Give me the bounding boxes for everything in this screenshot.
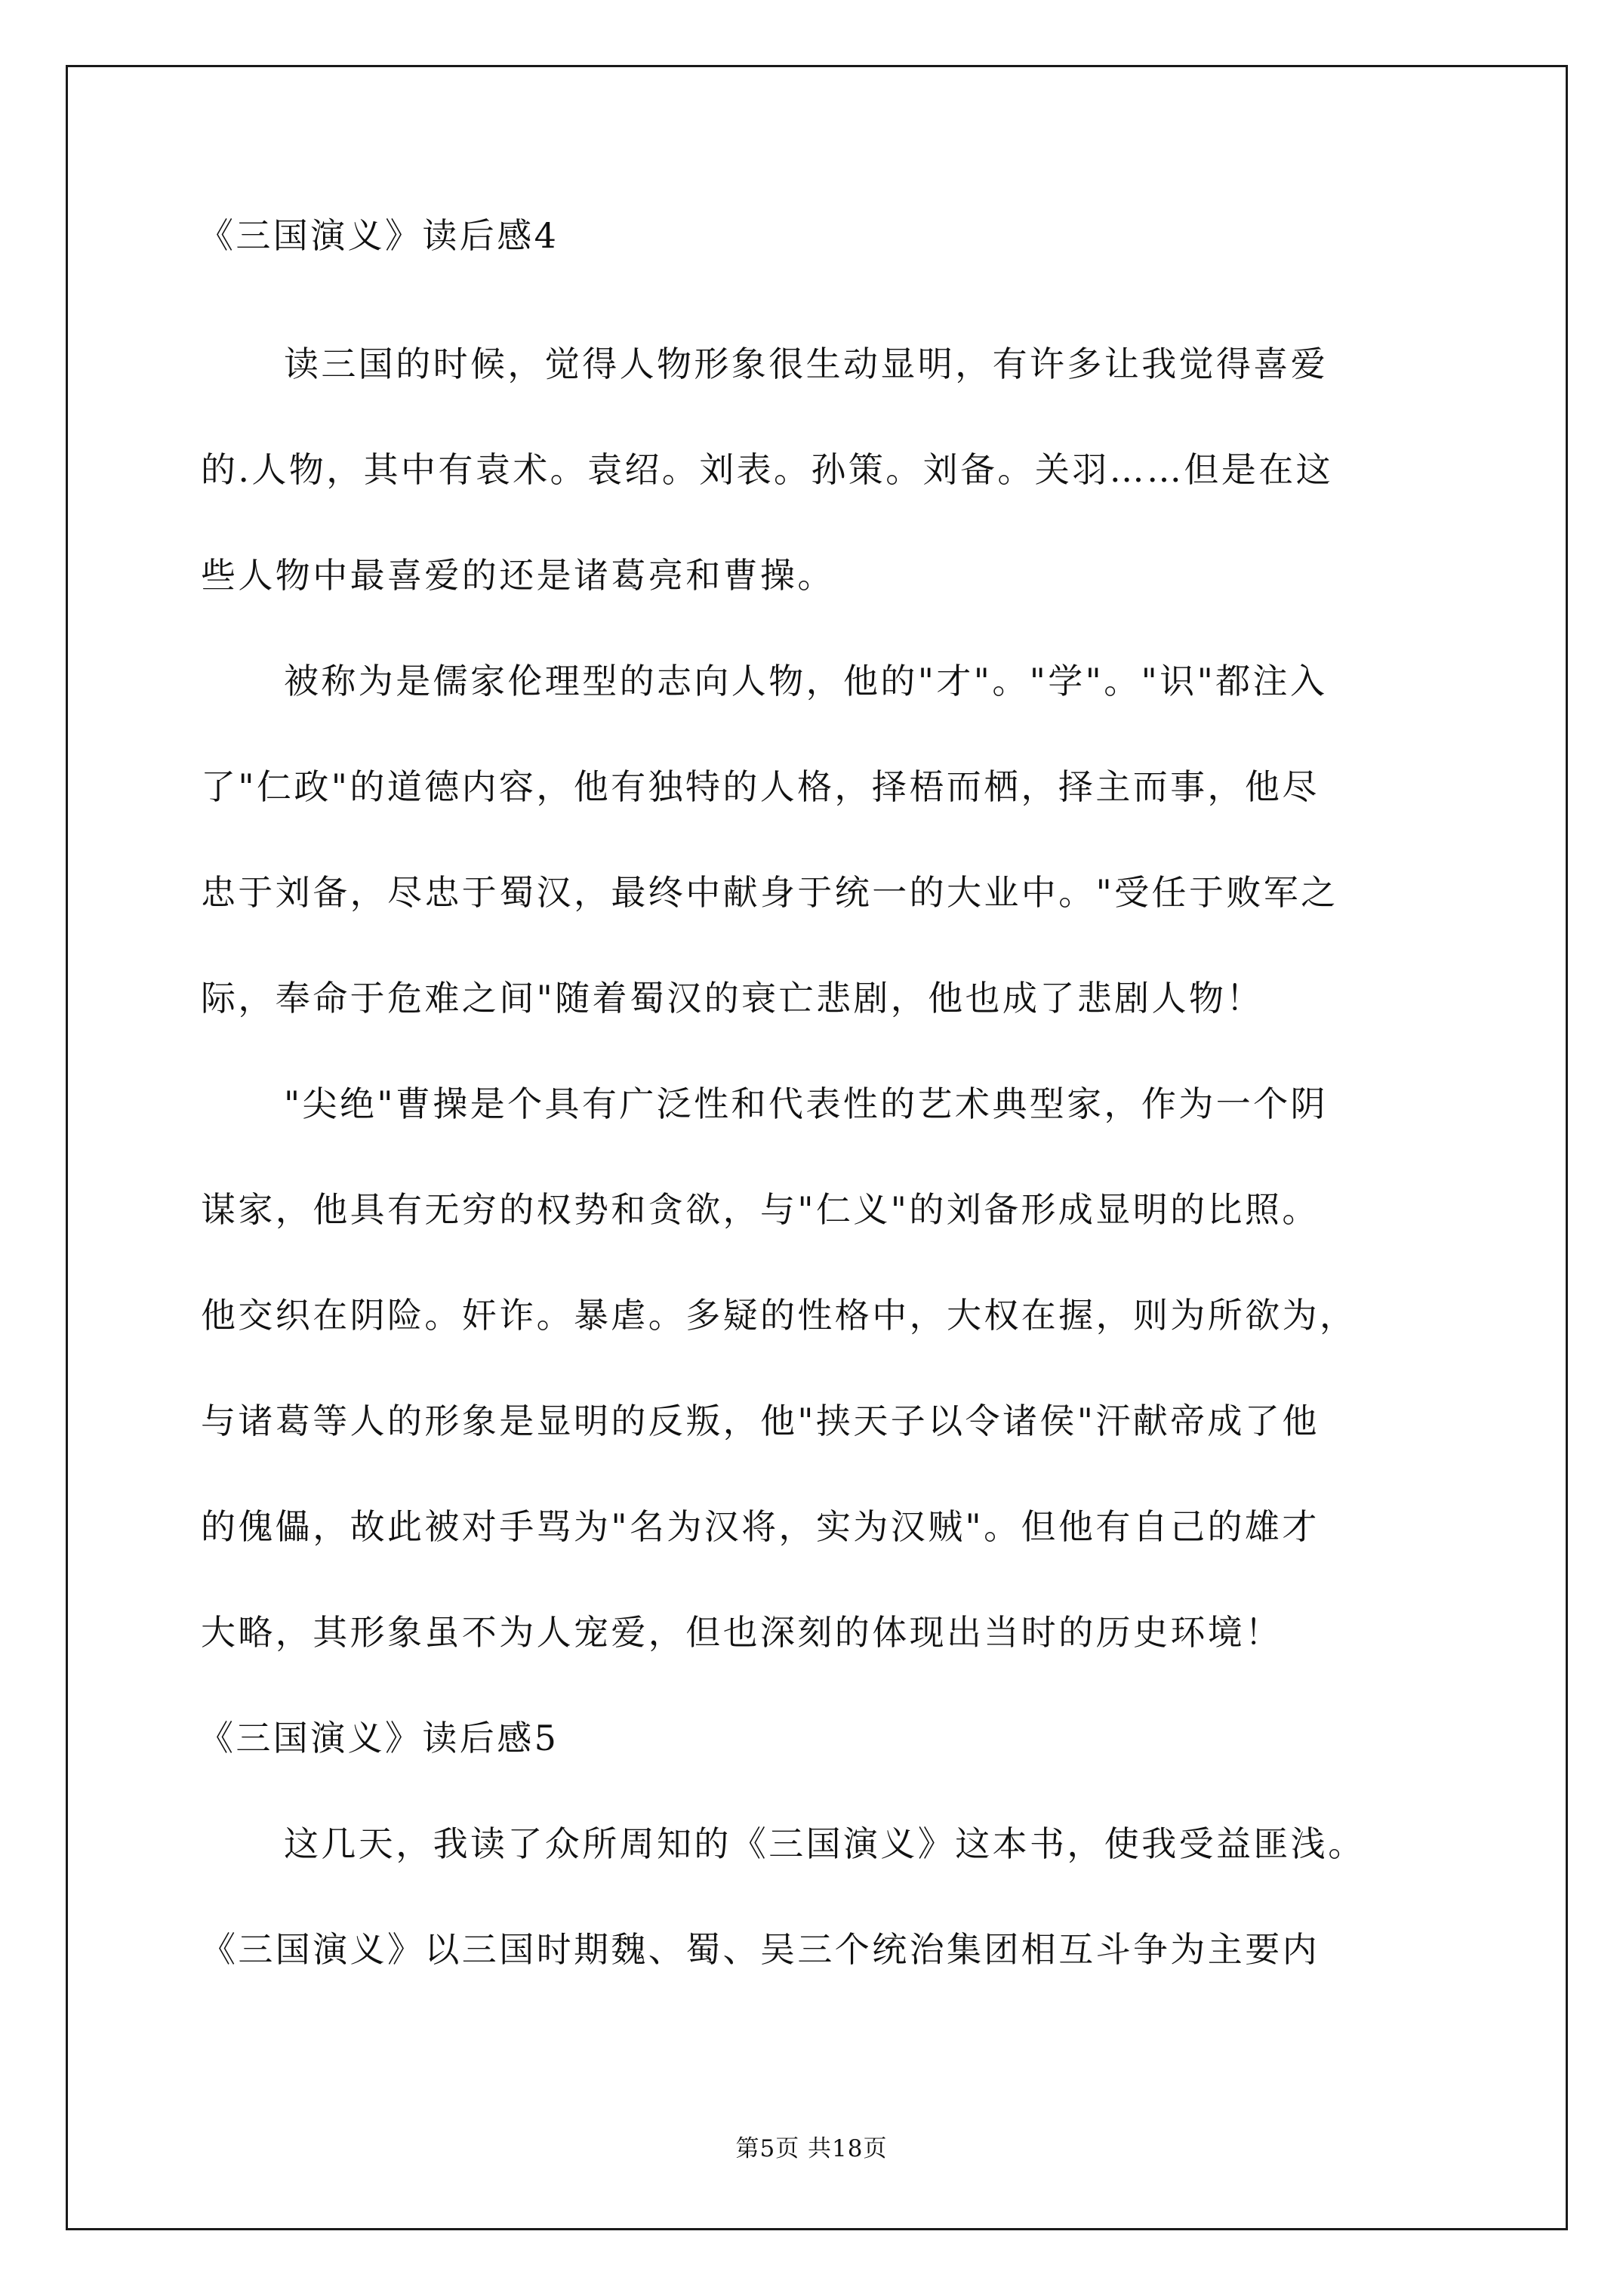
paragraph-line: 了"仁政"的道德内容，他有独特的人格，择梧而栖，择主而事，他尽	[201, 766, 1320, 807]
paragraph-line: "尖绝"曹操是个具有广泛性和代表性的艺术典型家，作为一个阴	[284, 1083, 1328, 1124]
paragraph-line: 与诸葛等人的形象是显明的反叛，他"挟天子以令诸侯"汗献帝成了他	[201, 1401, 1320, 1441]
paragraph-line: 读三国的时候，觉得人物形象很生动显明，有许多让我觉得喜爱	[284, 344, 1329, 384]
paragraph-line: 际，奉命于危难之间"随着蜀汉的衰亡悲剧，他也成了悲剧人物！	[201, 978, 1264, 1019]
essay-heading-4: 《三国演义》读后感4	[199, 215, 559, 256]
paragraph-line: 谋家，他具有无穷的权势和贪欲，与"仁义"的刘备形成显明的比照。	[201, 1189, 1320, 1230]
paragraph-line: 他交织在阴险。奸诈。暴虐。多疑的性格中，大权在握，则为所欲为，	[201, 1295, 1357, 1336]
paragraph-line: 这几天，我读了众所周知的《三国演义》这本书，使我受益匪浅。	[284, 1823, 1366, 1864]
paragraph-line: 的傀儡，故此被对手骂为"名为汉将，实为汉贼"。但他有自己的雄才	[201, 1506, 1320, 1547]
page-number-footer: 第5页 共18页	[735, 2135, 888, 2162]
page-border	[66, 65, 1568, 2230]
paragraph-line: 的.人物，其中有袁术。袁绍。刘表。孙策。刘备。关羽……但是在这	[201, 449, 1334, 490]
paragraph-line: 大略，其形象虽不为人宠爱，但也深刻的体现出当时的历史环境！	[201, 1612, 1283, 1653]
paragraph-line: 《三国演义》以三国时期魏、蜀、吴三个统治集团相互斗争为主要内	[201, 1929, 1320, 1970]
paragraph-line: 被称为是儒家伦理型的志向人物，他的"才"。"学"。"识"都注入	[284, 661, 1328, 701]
paragraph-line: 些人物中最喜爱的还是诸葛亮和曹操。	[201, 555, 835, 596]
essay-heading-5: 《三国演义》读后感5	[199, 1718, 559, 1758]
paragraph-line: 忠于刘备，尽忠于蜀汉，最终中献身于统一的大业中。"受任于败军之	[201, 872, 1338, 913]
